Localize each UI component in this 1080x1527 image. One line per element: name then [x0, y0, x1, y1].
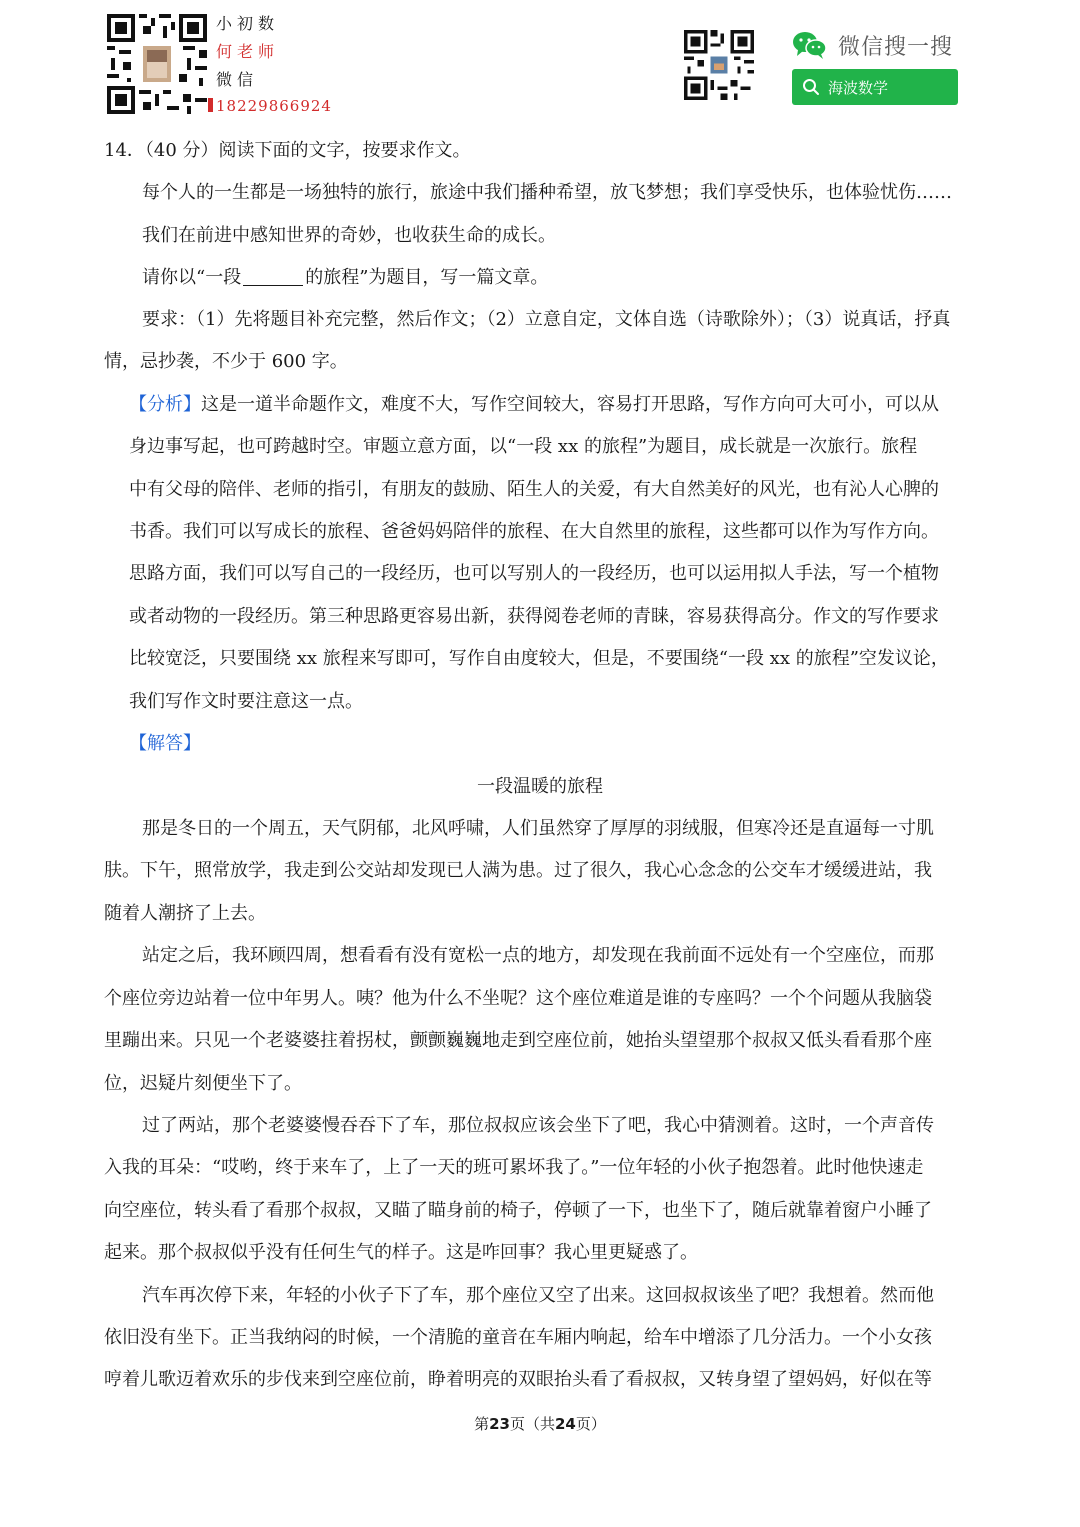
analysis-line: 我们写作文时要注意这一点。	[129, 691, 363, 712]
essay-line: 位，迟疑片刻便坐下了。	[104, 1073, 302, 1094]
essay-line: 汽车再次停下来，年轻的小伙子下了车，那个座位又空了出来。这回叔叔该坐了吧？我想着。然而他	[142, 1285, 934, 1306]
red-mark-bar	[208, 98, 213, 112]
title-blank	[243, 267, 303, 286]
essay-line: 哼着儿歌迈着欢乐的步伐来到空座位前，睁着明亮的双眼抬头看了看叔叔，又转身望了望妈妈，好似在等	[104, 1369, 932, 1390]
footer-total-pages: 24	[555, 1415, 576, 1433]
wechat-search-label: 微信搜一搜	[838, 34, 954, 60]
essay-line: 起来。那个叔叔似乎没有任何生气的样子。这是咋回事？我心里更疑惑了。	[104, 1242, 698, 1263]
footer-page-number: 23	[489, 1415, 510, 1433]
wechat-search-badge	[792, 28, 972, 62]
question-prompt-before: 请你以“一段	[142, 267, 242, 288]
handwritten-note-line-1: 小初数	[216, 14, 280, 33]
essay-line: 入我的耳朵：“哎哟，终于来车了，上了一天的班可累坏我了。”一位年轻的小伙子抱怨着。此时他快速走	[104, 1157, 924, 1178]
question-requirements-line-2: 情，忌抄袭，不少于 600 字。	[104, 351, 348, 372]
qr-code-left	[107, 14, 207, 114]
footer-suffix: 页）	[575, 1415, 606, 1433]
wechat-search-button[interactable]	[792, 69, 958, 105]
search-icon	[802, 78, 820, 96]
handwritten-note-line-3: 微信	[216, 70, 259, 89]
question-heading: 14．（40 分）阅读下面的文字，按要求作文。	[104, 140, 471, 161]
analysis-line: 或者动物的一段经历。第三种思路更容易出新，获得阅卷老师的青睐，容易获得高分。作文的写作要求	[129, 606, 939, 627]
footer-prefix: 第	[474, 1415, 490, 1433]
essay-line: 依旧没有坐下。正当我纳闷的时候，一个清脆的童音在车厢内响起，给车中增添了几分活力。一个小女孩	[104, 1327, 932, 1348]
essay-line: 里蹦出来。只见一个老婆婆拄着拐杖，颤颤巍巍地走到空座位前，她抬头望望那个叔叔又低头看看那个座	[104, 1030, 932, 1051]
answer-label: 【解答】	[129, 733, 201, 754]
essay-line: 站定之后，我环顾四周，想看看有没有宽松一点的地方，却发现在我前面不远处有一个空座位，而那	[142, 945, 934, 966]
essay-title: 一段温暖的旅程	[477, 776, 603, 797]
essay-line: 向空座位，转头看了看那个叔叔，又瞄了瞄身前的椅子，停顿了一下，也坐下了，随后就靠着窗户小睡了	[104, 1200, 932, 1221]
handwritten-phone-number: 18229866924	[216, 97, 332, 115]
analysis-line: 书香。我们可以写成长的旅程、爸爸妈妈陪伴的旅程、在大自然里的旅程，这些都可以作为写作方向。	[129, 521, 939, 542]
essay-line: 过了两站，那个老婆婆慢吞吞下了车，那位叔叔应该会坐下了吧，我心中猜测着。这时，一个声音传	[142, 1115, 934, 1136]
essay-line: 肤。下午，照常放学，我走到公交站却发现已人满为患。过了很久，我心心念念的公交车才缓缓进站，我	[104, 860, 932, 881]
handwritten-note-line-2: 何老师	[216, 42, 280, 61]
qr-code-right	[684, 30, 754, 100]
question-material-line-2: 我们在前进中感知世界的奇妙，也收获生命的成长。	[142, 225, 556, 246]
question-prompt	[142, 265, 980, 291]
analysis-text: 这是一道半命题作文，难度不大，写作空间较大，容易打开思路，写作方向可大可小，可以从	[201, 394, 939, 415]
analysis-line-1	[129, 392, 980, 418]
analysis-line: 比较宽泛，只要围绕 xx 旅程来写即可，写作自由度较大，但是，不要围绕“一段 xx 的旅程”空发议论，	[129, 648, 949, 669]
analysis-line: 身边事写起，也可跨越时空。审题立意方面，以“一段 xx 的旅程”为题目，成长就是一次旅行。旅程	[129, 436, 918, 457]
essay-line: 随着人潮挤了上去。	[104, 903, 266, 924]
analysis-line: 思路方面，我们可以写自己的一段经历，也可以写别人的一段经历，也可以运用拟人手法，写一个植物	[129, 563, 939, 584]
analysis-line: 中有父母的陪伴、老师的指引，有朋友的鼓励、陌生人的关爱，有大自然美好的风光，也有沁人心脾的	[129, 479, 939, 500]
question-prompt-after: 的旅程”为题目，写一篇文章。	[305, 267, 549, 288]
essay-line: 个座位旁边站着一位中年男人。咦？他为什么不坐呢？这个座位难道是谁的专座吗？一个个问题从我脑袋	[104, 988, 932, 1009]
wechat-logo-icon	[792, 30, 828, 60]
analysis-label: 【分析】	[129, 394, 201, 415]
footer-middle: 页（共	[509, 1415, 555, 1433]
page-footer	[0, 1413, 1080, 1435]
question-material-line-1: 每个人的一生都是一场独特的旅行，旅途中我们播种希望，放飞梦想；我们享受快乐，也体验忧伤……	[142, 182, 952, 203]
wechat-search-button-label: 海波数学	[828, 78, 889, 97]
essay-line: 那是冬日的一个周五，天气阴郁，北风呼啸，人们虽然穿了厚厚的羽绒服，但寒冷还是直逼每一寸肌	[142, 818, 934, 839]
question-requirements-line-1: 要求：（1）先将题目补充完整，然后作文；（2）立意自定，文体自选（诗歌除外）；（3）说真话，抒真	[142, 309, 951, 330]
